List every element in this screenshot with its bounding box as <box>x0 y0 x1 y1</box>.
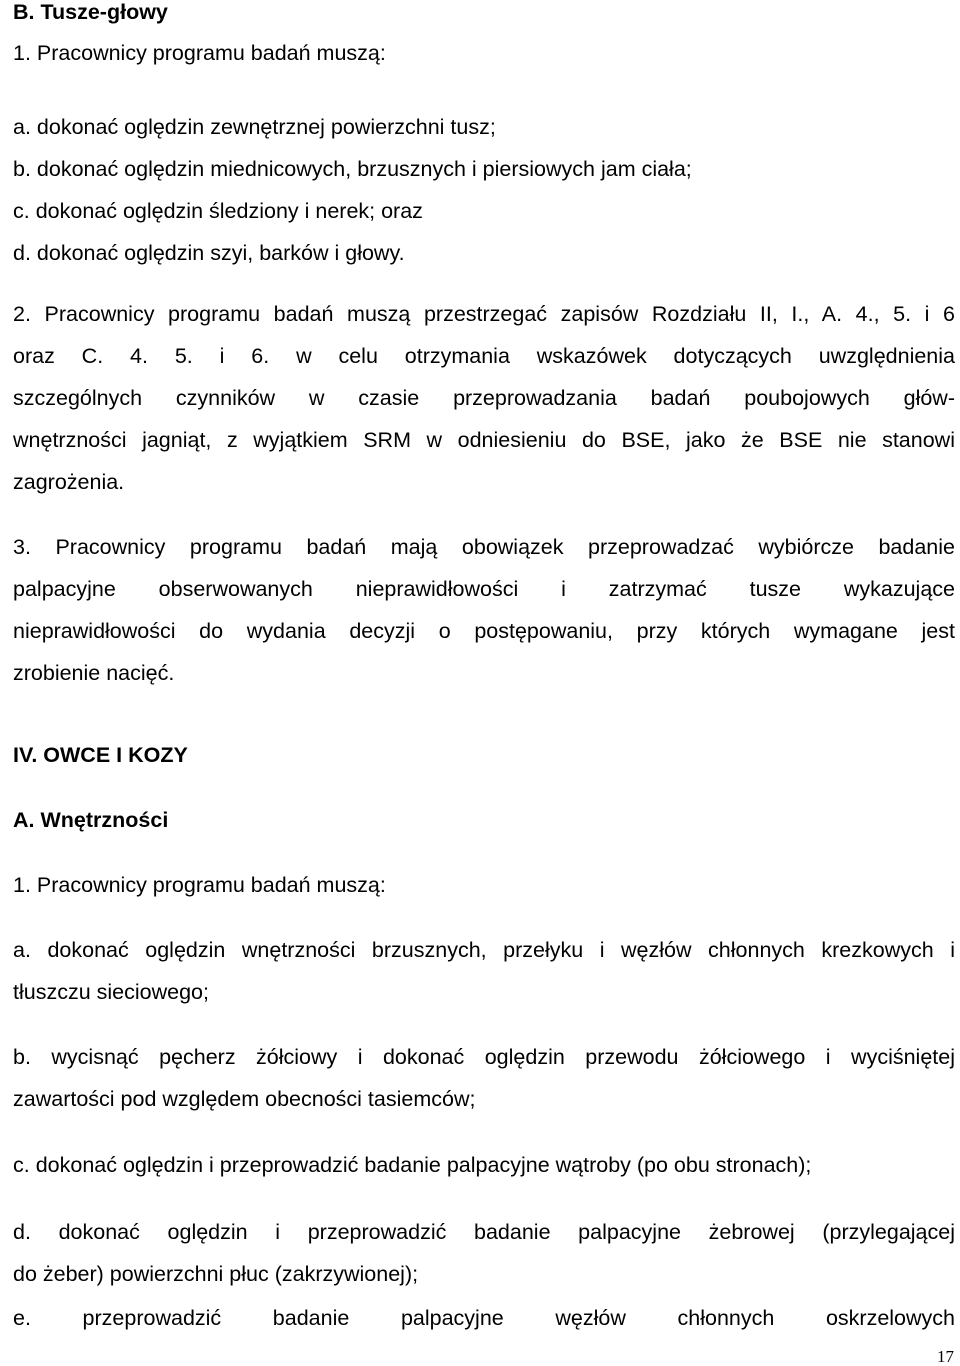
list-item: c. dokonać oględzin śledziony i nerek; oraz <box>13 199 423 223</box>
section-heading: A. Wnętrzności <box>13 808 169 832</box>
paragraph-line: oraz C. 4. 5. i 6. w celu otrzymania wskazówek dotyczących uwzględnienia <box>13 344 955 368</box>
page-number: 17 <box>937 1347 954 1366</box>
paragraph-line: zagrożenia. <box>13 470 125 494</box>
list-item: c. dokonać oględzin i przeprowadzić badanie palpacyjne wątroby (po obu stronach); <box>13 1153 812 1177</box>
paragraph-line: nieprawidłowości do wydania decyzji o postępowaniu, przy których wymagane jest <box>13 619 955 643</box>
paragraph-line: 3. Pracownicy programu badań mają obowiązek przeprowadzać wybiórcze badanie <box>13 535 955 559</box>
paragraph-line: zawartości pod względem obecności tasiemców; <box>13 1087 476 1111</box>
item-intro: 1. Pracownicy programu badań muszą: <box>13 41 386 65</box>
list-item: d. dokonać oględzin szyi, barków i głowy. <box>13 241 405 265</box>
list-item: b. dokonać oględzin miednicowych, brzusznych i piersiowych jam ciała; <box>13 157 692 181</box>
paragraph-line: palpacyjne obserwowanych nieprawidłowości i zatrzymać tusze wykazujące <box>13 577 955 601</box>
paragraph-line: tłuszczu sieciowego; <box>13 980 209 1004</box>
paragraph-line: d. dokonać oględzin i przeprowadzić badanie palpacyjne żebrowej (przylegającej <box>13 1220 955 1244</box>
paragraph-line: szczególnych czynników w czasie przeprowadzania badań poubojowych głów- <box>13 386 955 410</box>
paragraph-line: 2. Pracownicy programu badań muszą przestrzegać zapisów Rozdziału II, I., A. 4., 5. i 6 <box>13 302 955 326</box>
paragraph-line: wnętrzności jagniąt, z wyjątkiem SRM w odniesieniu do BSE, jako że BSE nie stanowi <box>13 428 955 452</box>
section-heading: B. Tusze-głowy <box>13 0 168 24</box>
paragraph-line: a. dokonać oględzin wnętrzności brzusznych, przełyku i węzłów chłonnych krezkowych i <box>13 938 955 962</box>
paragraph-line: e. przeprowadzić badanie palpacyjne węzłów chłonnych oskrzelowych <box>13 1306 955 1330</box>
list-item: a. dokonać oględzin zewnętrznej powierzchni tusz; <box>13 115 496 139</box>
chapter-heading: IV. OWCE I KOZY <box>13 743 188 767</box>
paragraph-line: do żeber) powierzchni płuc (zakrzywionej); <box>13 1262 419 1286</box>
paragraph-line: zrobienie nacięć. <box>13 661 175 685</box>
item-intro: 1. Pracownicy programu badań muszą: <box>13 873 386 897</box>
paragraph-line: b. wycisnąć pęcherz żółciowy i dokonać oględzin przewodu żółciowego i wyciśniętej <box>13 1045 955 1069</box>
